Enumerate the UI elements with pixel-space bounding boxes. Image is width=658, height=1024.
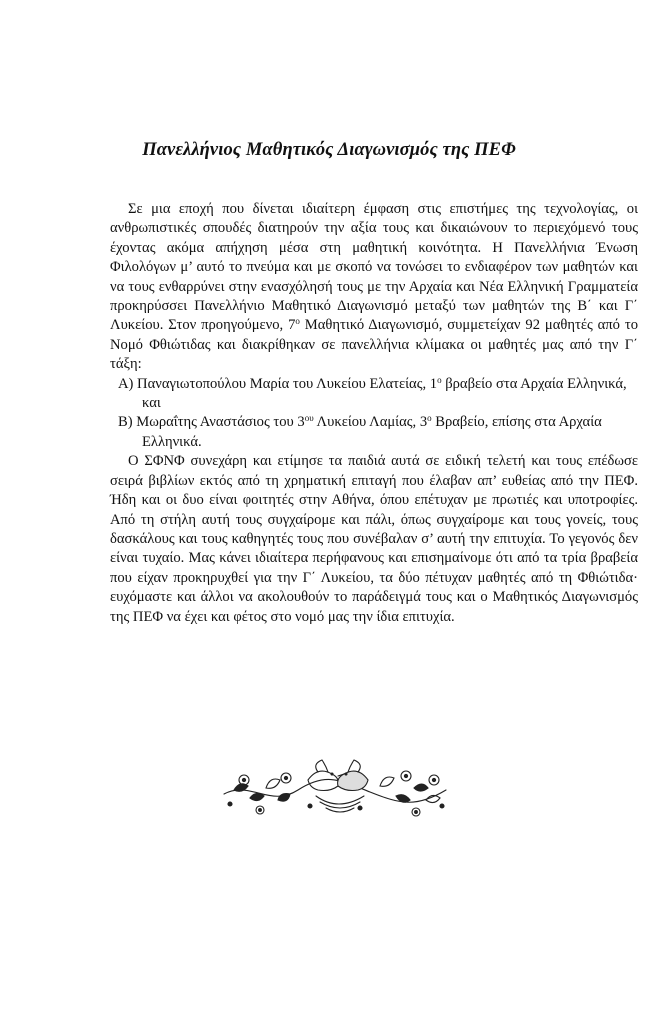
list-item-award-b-text-1: Β) Μωραΐτης Αναστάσιος του 3 [118,414,305,431]
paragraph-intro-text-1: Σε μια εποχή που δίνεται ιδιαίτερη έμφαση στις επιστήμες της τεχνολογίας, οι ανθρωπιστικές σπουδές διατηρούν την αξία τους και δικαιώνουν το περιεχόμενό τους έχοντας ακόμα απήχηση μέσα στη μαθητική κοινότητα. Η Πανελλήνια Ένωση Φιλολόγων μ’ αυτό το πνεύμα και με σκοπό να τονώσει το ενδιαφέρον των μαθητών και να τους ενθαρρύνει στην ενασχόλησή τους με την Αρχαία και Νέα Ελληνική Γραμματεία προκηρύσσει Πανελλήνιο Μαθητικό Διαγωνισμό μεταξύ των μαθητών της Β΄ και Γ΄ Λυκείου. Στον προηγούμενο, 7 [110,201,638,334]
article-body [110,200,638,627]
paragraph-intro-text-2: Μαθητικό Διαγωνισμό, συμμετείχαν 92 μαθητές από το Νομό Φθιώτιδας και διακρίθηκαν σε πανελλήνια κλίμακα οι μαθητές μας από την Γ΄ τάξη: [110,317,638,373]
list-item-award-b [110,413,638,452]
paragraph-congratulations: Ο ΣΦΝΦ συνεχάρη και ετίμησε τα παιδιά αυτά σε ειδική τελετή και τους επέδωσε σειρά βιβλίων εκτός από τη χρηματική επιταγή που έλαβαν απ’ ευθείας από την ΠΕΦ. Ήδη και οι δυο είναι φοιτητές στην Αθήνα, όπου επέτυχαν με πρωτιές και υποτροφίες. Από τη στήλη αυτή τους συγχαίρομε και πάλι, όπως συγχαίρομε και τους γονείς, τους δασκάλους και τους καθηγητές τους που συνέβαλαν σ’ αυτή την επιτυχία. Το γεγονός δεν είναι τυχαίο. Μας κάνει ιδιαίτερα περήφανους και επισημαίνομε ότι από τα τρία βραβεία που είχαν προκηρυχθεί για την Γ΄ Λυκείου, τα δύο πέτυχαν μαθητές από τη Φθιώτιδα· ευχόμαστε και άλλοι να ακολουθούν το παράδειγμά τους και ο Μαθητικός Διαγωνισμός της ΠΕΦ να έχει και φέτος στο νομό μας την ίδια επιτυχία. [110,453,638,625]
list-item-award-b-text-3: Βραβείο, επίσης στα Αρχαία Ελληνικά. [142,414,602,450]
list-item-award-a-text-1: Α) Παναγιωτοπούλου Μαρία του Λυκείου Ελατείας, 1 [118,375,438,392]
page-title: Πανελλήνιος Μαθητικός Διαγωνισμός της ΠΕΦ [142,140,516,160]
list-item-award-b-text-2: Λυκείου Λαμίας, 3 [313,414,428,431]
list-item-award-a-text-2: βραβείο στα Αρχαία Ελληνικά, και [142,375,627,412]
paragraph-intro [110,200,638,375]
ordinal-superscript: ο [427,413,432,424]
ordinal-superscript: ο [437,374,442,385]
list-item-award-a [110,375,638,414]
ordinal-superscript: ο [295,316,300,327]
ordinal-superscript: ου [304,413,314,424]
floral-birds-vignette-icon [220,750,450,830]
